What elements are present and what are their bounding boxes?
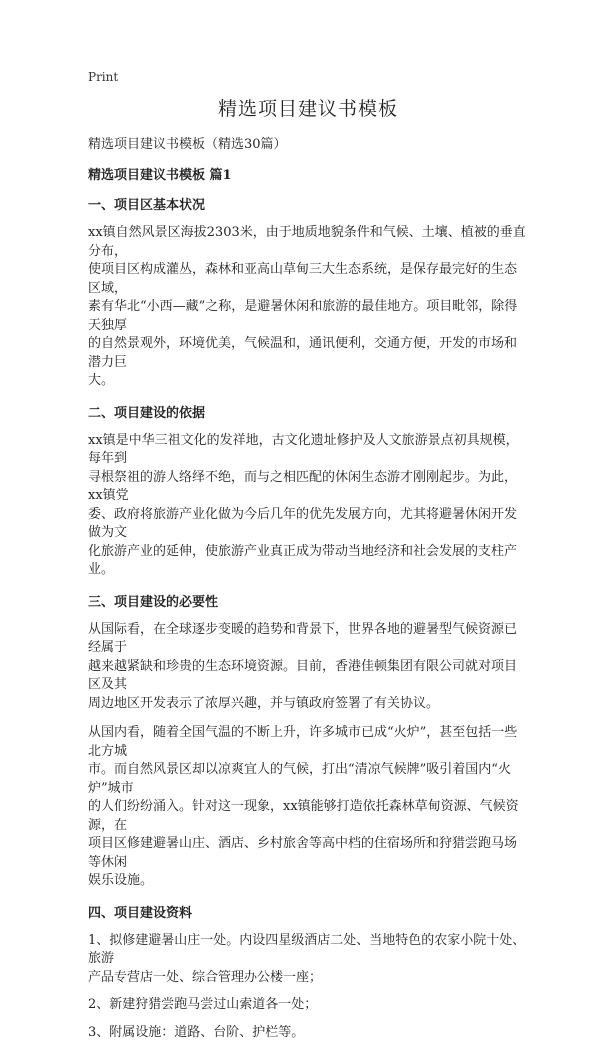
section-4-item-2: 2、新建狩猎尝跑马尝过山索道各一处； <box>88 997 318 1012</box>
document-page <box>88 70 528 1051</box>
section-heading-4: 四、项目建设资料 <box>88 905 193 921</box>
document-title: 精选项目建议书模板 <box>217 98 398 120</box>
section-4-item-3: 3、附属设施：道路、台阶、护栏等。 <box>88 1024 305 1040</box>
chapter-heading: 精选项目建议书模板 篇1 <box>88 168 232 183</box>
section-heading-1: 一、项目区基本状况 <box>88 198 206 213</box>
section-4-item-1: 1、拟修建避暑山庄一处。内设四星级酒店二处、当地特色的农家小院十处、旅游 产品专营店一处、综合管理办公楼一座； <box>88 932 526 985</box>
section-3-paragraph-2: 从国内看，随着全国气温的不断上升，许多城市已成“火炉”，甚至包括一些北方城 市。而自然风景区却以凉爽宜人的气候，打出“清凉气候牌”吸引着国内“火炉”城市 的人们纷纷涌入。针对这一现象，xx镇能够打造依托森林草甸资源、气候资源，在 项目区修建避暑山庄、酒店、乡村旅舍等高中档的住宿场所和狩猎尝跑马场等休闲 娱乐设施。 <box>88 725 519 888</box>
section-heading-3: 三、项目建设的必要性 <box>88 594 219 610</box>
section-3-paragraph-1: 从国际看，在全球逐步变暖的趋势和背景下，世界各地的避暑型气候资源已经属于 越来越紧缺和珍贵的生态环境资源。目前，香港佳顿集团有限公司就对项目区及其 周边地区开发表示了浓厚兴趣，并与镇政府签署了有关协议。 <box>88 621 518 711</box>
print-link[interactable]: Print <box>88 70 119 84</box>
section-1-paragraph: xx镇自然风景区海拔2303米，由于地质地貌条件和气候、土壤、植被的垂直分布， 使项目区构成灌丛，森林和亚高山草甸三大生态系统，是保存最完好的生态区域， 素有华北“小西—藏”之称，是避暑休闲和旅游的最佳地方。项目毗邻，除得天独厚 的自然景观外，环境优美，气候温和，通讯便利，交通方便，开发的市场和潜力巨 大。 <box>88 225 526 388</box>
section-2-paragraph: xx镇是中华三祖文化的发祥地，古文化遗址修护及人文旅游景点初具规模，每年到 寻根祭祖的游人络绎不绝，而与之相匹配的休闲生态游才刚刚起步。为此，xx镇党 委、政府将旅游产业化做为今后几年的优先发展方向，尤其将避暑休闲开发做为文 化旅游产业的延伸，使旅游产业真正成为带动当地经济和社会发展的支柱产业。 <box>88 432 519 577</box>
section-heading-2: 二、项目建设的依据 <box>88 405 206 421</box>
document-subtitle: 精选项目建议书模板（精选30篇） <box>88 137 287 152</box>
